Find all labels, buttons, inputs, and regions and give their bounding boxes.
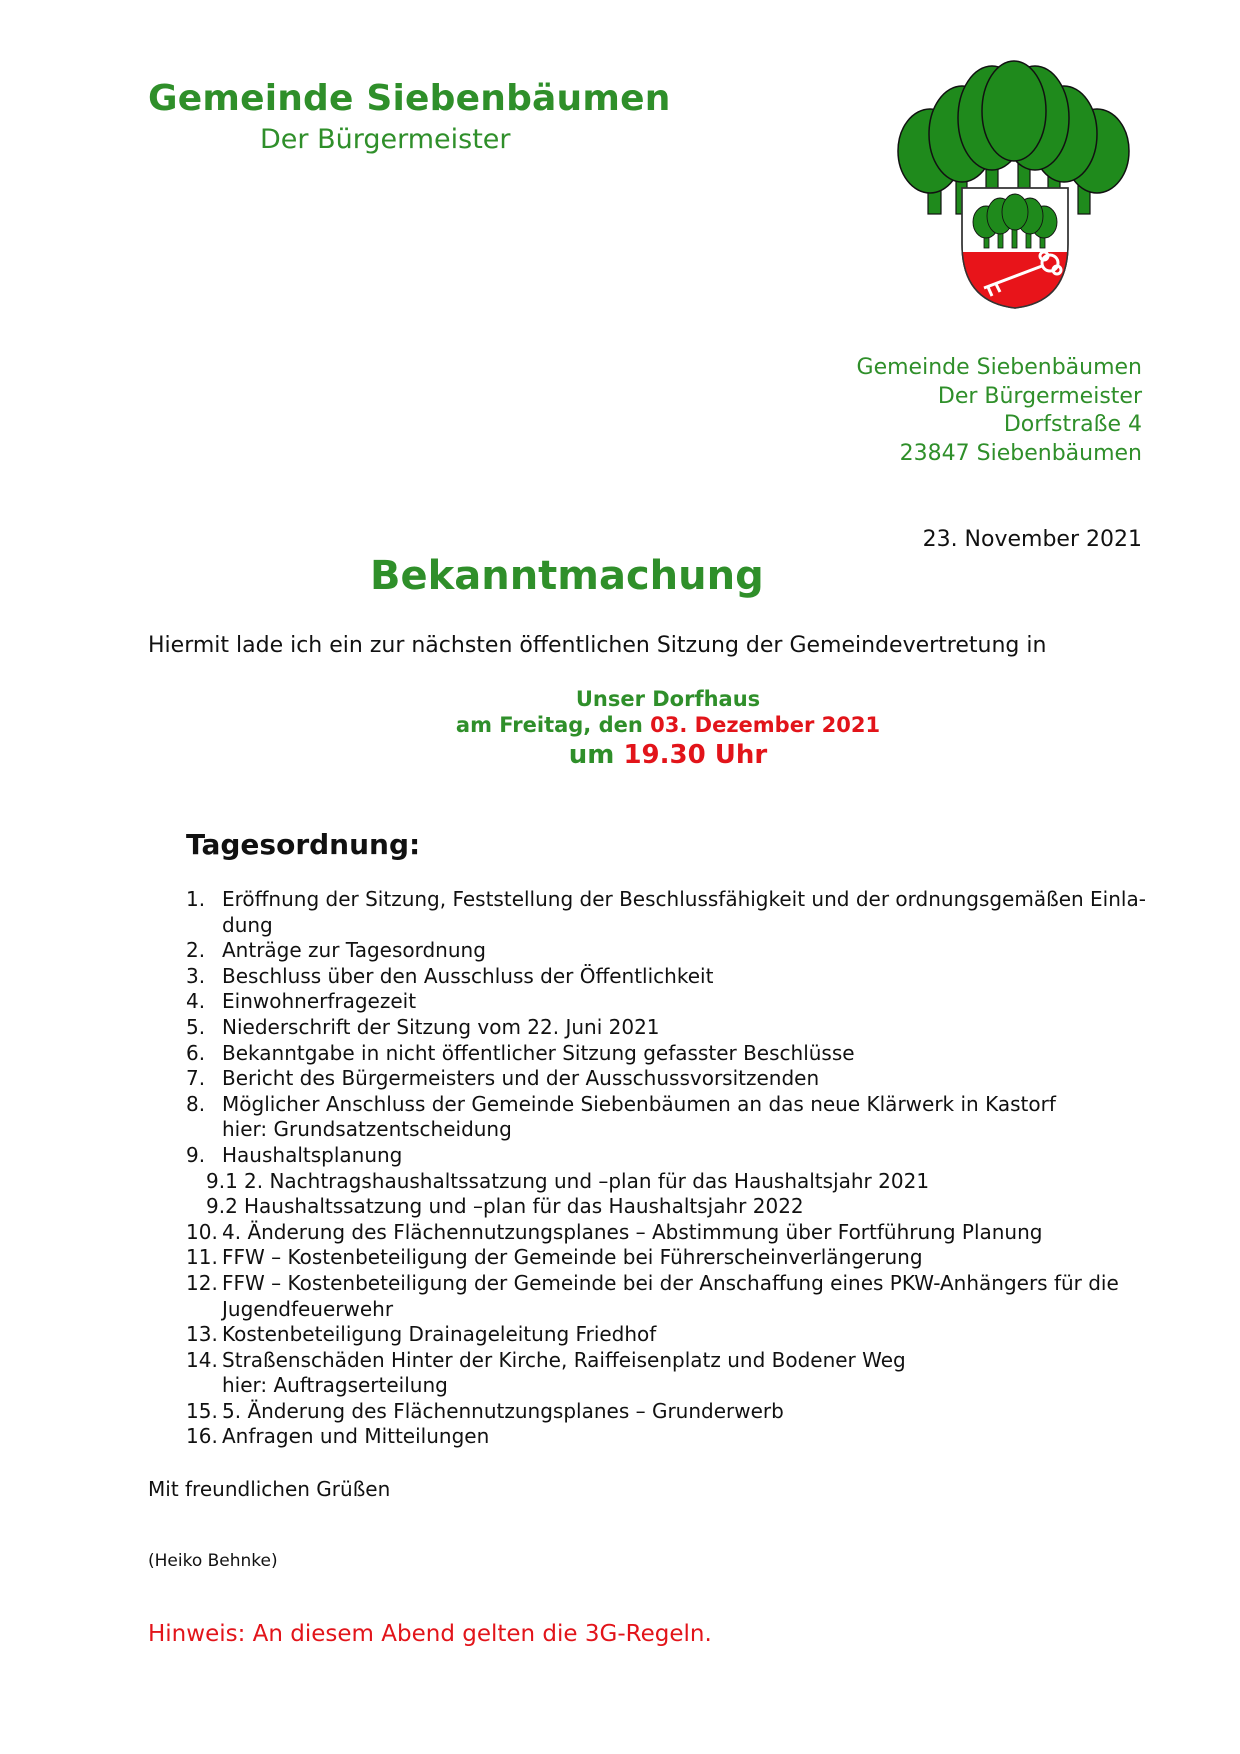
agenda-item-text: Einwohnerfragezeit [222, 989, 417, 1014]
agenda-item-text: Eröffnung der Sitzung, Feststellung der Beschlussfähigkeit und der ordnungsgemäßen Einla- [222, 887, 1146, 911]
agenda-item-number: 6. [186, 1040, 206, 1065]
agenda-item-text: Bericht des Bürgermeisters und der Ausschussvorsitzenden [222, 1066, 820, 1091]
agenda-item-text: 5. Änderung des Flächennutzungsplanes – Grunderwerb [222, 1398, 784, 1423]
address-line: 23847 Siebenbäumen [899, 440, 1142, 466]
agenda-item-number: 1. [186, 887, 206, 911]
agenda-item-text: 2. Nachtragshaushaltssatzung und –plan für das Haushaltsjahr 2021 [244, 1168, 930, 1193]
agenda-item [186, 1066, 1146, 1092]
agenda-item-number: 9. [186, 1142, 206, 1167]
agenda-item-text: Straßenschäden Hinter der Kirche, Raiffeisenplatz und Bodener Weg [222, 1347, 906, 1372]
address-block [857, 354, 1142, 468]
agenda-item [186, 1424, 1146, 1450]
address-line: Gemeinde Siebenbäumen [856, 355, 1142, 380]
agenda-item-text: Niederschrift der Sitzung vom 22. Juni 2021 [222, 1014, 660, 1039]
agenda-item [186, 1220, 1146, 1246]
agenda-item-number: 5. [186, 1014, 206, 1039]
agenda-item [186, 1194, 1146, 1220]
agenda-item-text: 4. Änderung des Flächennutzungsplanes – Abstimmung über Fortführung Planung [222, 1219, 1043, 1244]
agenda-item-number: 8. [186, 1091, 206, 1116]
document-title: Bekanntmachung [370, 553, 764, 599]
agenda-item-number: 11. [186, 1245, 218, 1270]
address-line: Der Bürgermeister [937, 383, 1142, 409]
agenda-item-number: 3. [186, 963, 206, 988]
intro-text: Hiermit lade ich ein zur nächsten öffentlichen Sitzung der Gemeindevertretung in [148, 633, 1047, 658]
meeting-date: 03. Dezember 2021 [650, 713, 881, 737]
meeting-details [288, 686, 1048, 772]
address-line: Dorfstraße 4 [1003, 412, 1142, 437]
meeting-time-prefix: um [568, 740, 624, 770]
agenda-item-number: 7. [186, 1066, 206, 1091]
agenda-item-number: 9.2 [206, 1194, 238, 1219]
closing-text: Mit freundlichen Grüßen [148, 1477, 391, 1501]
agenda-item-text: FFW – Kostenbeteiligung der Gemeinde bei Führerscheinverlängerung [222, 1245, 923, 1270]
agenda-item-text: Möglicher Anschluss der Gemeinde Siebenbäumen an das neue Klärwerk in Kastorf [222, 1091, 1056, 1116]
agenda-item-number: 12. [186, 1270, 218, 1295]
agenda-item-text: Kostenbeteiligung Drainageleitung Friedhof [222, 1322, 657, 1347]
meeting-time: 19.30 Uhr [623, 740, 768, 770]
agenda-heading: Tagesordnung: [186, 828, 421, 861]
agenda-item-number: 4. [186, 989, 206, 1014]
agenda-item-continuation: dung [222, 912, 273, 937]
agenda-item-text: Bekanntgabe in nicht öffentlicher Sitzung gefasster Beschlüsse [222, 1040, 855, 1065]
agenda-item-text: Anfragen und Mitteilungen [222, 1424, 490, 1449]
agenda-item-text: FFW – Kostenbeteiligung der Gemeinde bei der Anschaffung eines PKW-Anhängers für die [222, 1270, 1119, 1295]
organization-name: Gemeinde Siebenbäumen [148, 78, 671, 119]
signature-name: (Heiko Behnke) [148, 1551, 278, 1571]
agenda-item [186, 938, 1146, 964]
meeting-date-prefix: am Freitag, den [455, 713, 651, 737]
letter-date: 23. November 2021 [922, 527, 1142, 552]
agenda-item [186, 1041, 1146, 1067]
agenda-item [186, 887, 1146, 938]
agenda-item [186, 1143, 1146, 1169]
agenda-item-number: 2. [186, 938, 206, 963]
meeting-time-line [288, 738, 1048, 772]
agenda-item [186, 1348, 1146, 1399]
agenda-item [186, 1245, 1146, 1271]
agenda-item [186, 1399, 1146, 1425]
agenda-item-continuation: hier: Auftragserteilung [222, 1373, 448, 1398]
agenda-item [186, 964, 1146, 990]
shield-icon [962, 188, 1068, 308]
coat-of-arms-icon [892, 56, 1140, 314]
agenda-item-number: 9.1 [206, 1168, 238, 1193]
organization-subtitle: Der Bürgermeister [260, 124, 511, 155]
agenda-item [186, 1322, 1146, 1348]
agenda-item-text: Haushaltsplanung [222, 1142, 403, 1167]
agenda-item [186, 1015, 1146, 1041]
agenda-item [186, 989, 1146, 1015]
agenda-item [186, 1271, 1146, 1322]
agenda-item-number: 13. [186, 1322, 218, 1347]
agenda-item-text: Haushaltssatzung und –plan für das Haushaltsjahr 2022 [244, 1194, 804, 1219]
agenda-item [186, 1169, 1146, 1195]
agenda-item-text: Anträge zur Tagesordnung [222, 938, 486, 963]
agenda-item-continuation: Jugendfeuerwehr [222, 1296, 394, 1321]
agenda-item-number: 14. [186, 1347, 218, 1372]
agenda-list [186, 887, 1146, 1450]
agenda-item-number: 16. [186, 1424, 218, 1449]
meeting-date-line [288, 712, 1048, 738]
agenda-item-number: 15. [186, 1398, 218, 1423]
agenda-item-continuation: hier: Grundsatzentscheidung [222, 1117, 512, 1142]
agenda-item [186, 1092, 1146, 1143]
agenda-item-number: 10. [186, 1219, 218, 1244]
note-text: Hinweis: An diesem Abend gelten die 3G-Regeln. [148, 1621, 712, 1647]
agenda-item-text: Beschluss über den Ausschluss der Öffentlichkeit [222, 963, 714, 988]
meeting-venue: Unser Dorfhaus [575, 687, 761, 711]
